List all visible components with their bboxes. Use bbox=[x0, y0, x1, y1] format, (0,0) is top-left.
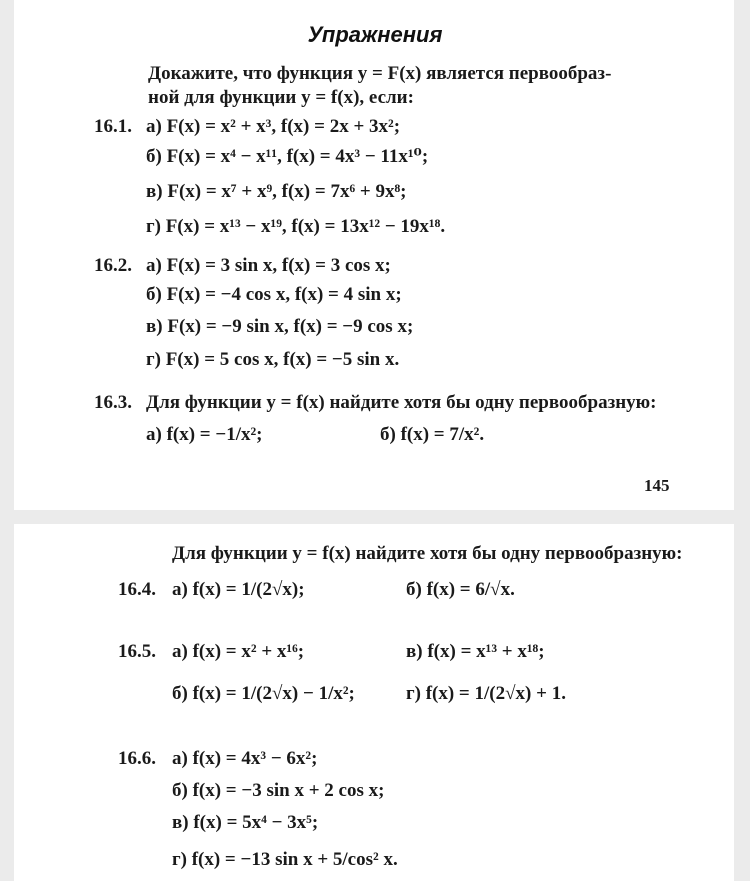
exercise-16-5-g: г) f(x) = 1/(2√x) + 1. bbox=[406, 683, 566, 704]
exercise-16-6-g: г) f(x) = −13 sin x + 5/cos² x. bbox=[172, 849, 398, 870]
exercise-number-16-5: 16.5. bbox=[118, 641, 156, 662]
exercise-number-16-3: 16.3. bbox=[94, 392, 132, 413]
exercise-16-6-b: б) f(x) = −3 sin x + 2 cos x; bbox=[172, 780, 385, 801]
exercise-number-16-4: 16.4. bbox=[118, 579, 156, 600]
exercise-16-3-task: Для функции y = f(x) найдите хотя бы одну первообразную: bbox=[146, 392, 657, 413]
exercise-16-5-b: б) f(x) = 1/(2√x) − 1/x²; bbox=[172, 683, 355, 704]
exercise-16-6-v: в) f(x) = 5x⁴ − 3x⁵; bbox=[172, 812, 319, 833]
section-title: Упражнения bbox=[307, 22, 443, 47]
exercise-16-1-g: г) F(x) = x¹³ − x¹⁹, f(x) = 13x¹² − 19x¹⁸. bbox=[146, 216, 446, 237]
exercise-16-1-a: а) F(x) = x² + x³, f(x) = 2x + 3x²; bbox=[146, 116, 401, 137]
exercise-16-2-a: а) F(x) = 3 sin x, f(x) = 3 cos x; bbox=[146, 255, 391, 276]
intro-line-2: ной для функции y = f(x), если: bbox=[148, 87, 414, 108]
exercise-number-16-1: 16.1. bbox=[94, 116, 132, 137]
exercise-number-16-6: 16.6. bbox=[118, 748, 156, 769]
exercise-16-1-v: в) F(x) = x⁷ + x⁹, f(x) = 7x⁶ + 9x⁸; bbox=[146, 181, 407, 202]
exercise-16-2-g: г) F(x) = 5 cos x, f(x) = −5 sin x. bbox=[146, 349, 400, 370]
exercise-number-16-2: 16.2. bbox=[94, 255, 132, 276]
exercise-16-4-b: б) f(x) = 6/√x. bbox=[406, 579, 515, 600]
exercise-16-6-a: а) f(x) = 4x³ − 6x²; bbox=[172, 748, 318, 769]
exercise-16-5-a: а) f(x) = x² + x¹⁶; bbox=[172, 641, 305, 662]
exercise-16-1-b: б) F(x) = x⁴ − x¹¹, f(x) = 4x³ − 11x¹⁰; bbox=[146, 146, 429, 167]
textbook-page-146 bbox=[14, 524, 734, 881]
intro-line-1: Докажите, что функция y = F(x) является первообраз- bbox=[148, 63, 612, 84]
page2-task: Для функции y = f(x) найдите хотя бы одну первообразную: bbox=[172, 543, 683, 564]
page-number: 145 bbox=[644, 476, 670, 495]
exercise-16-5-v: в) f(x) = x¹³ + x¹⁸; bbox=[406, 641, 545, 662]
textbook-page-145 bbox=[14, 0, 734, 510]
exercise-16-3-b: б) f(x) = 7/x². bbox=[380, 424, 485, 445]
exercise-16-2-v: в) F(x) = −9 sin x, f(x) = −9 cos x; bbox=[146, 316, 414, 337]
exercise-16-3-a: а) f(x) = −1/x²; bbox=[146, 424, 263, 445]
exercise-16-4-a: а) f(x) = 1/(2√x); bbox=[172, 579, 305, 600]
exercise-16-2-b: б) F(x) = −4 cos x, f(x) = 4 sin x; bbox=[146, 284, 402, 305]
